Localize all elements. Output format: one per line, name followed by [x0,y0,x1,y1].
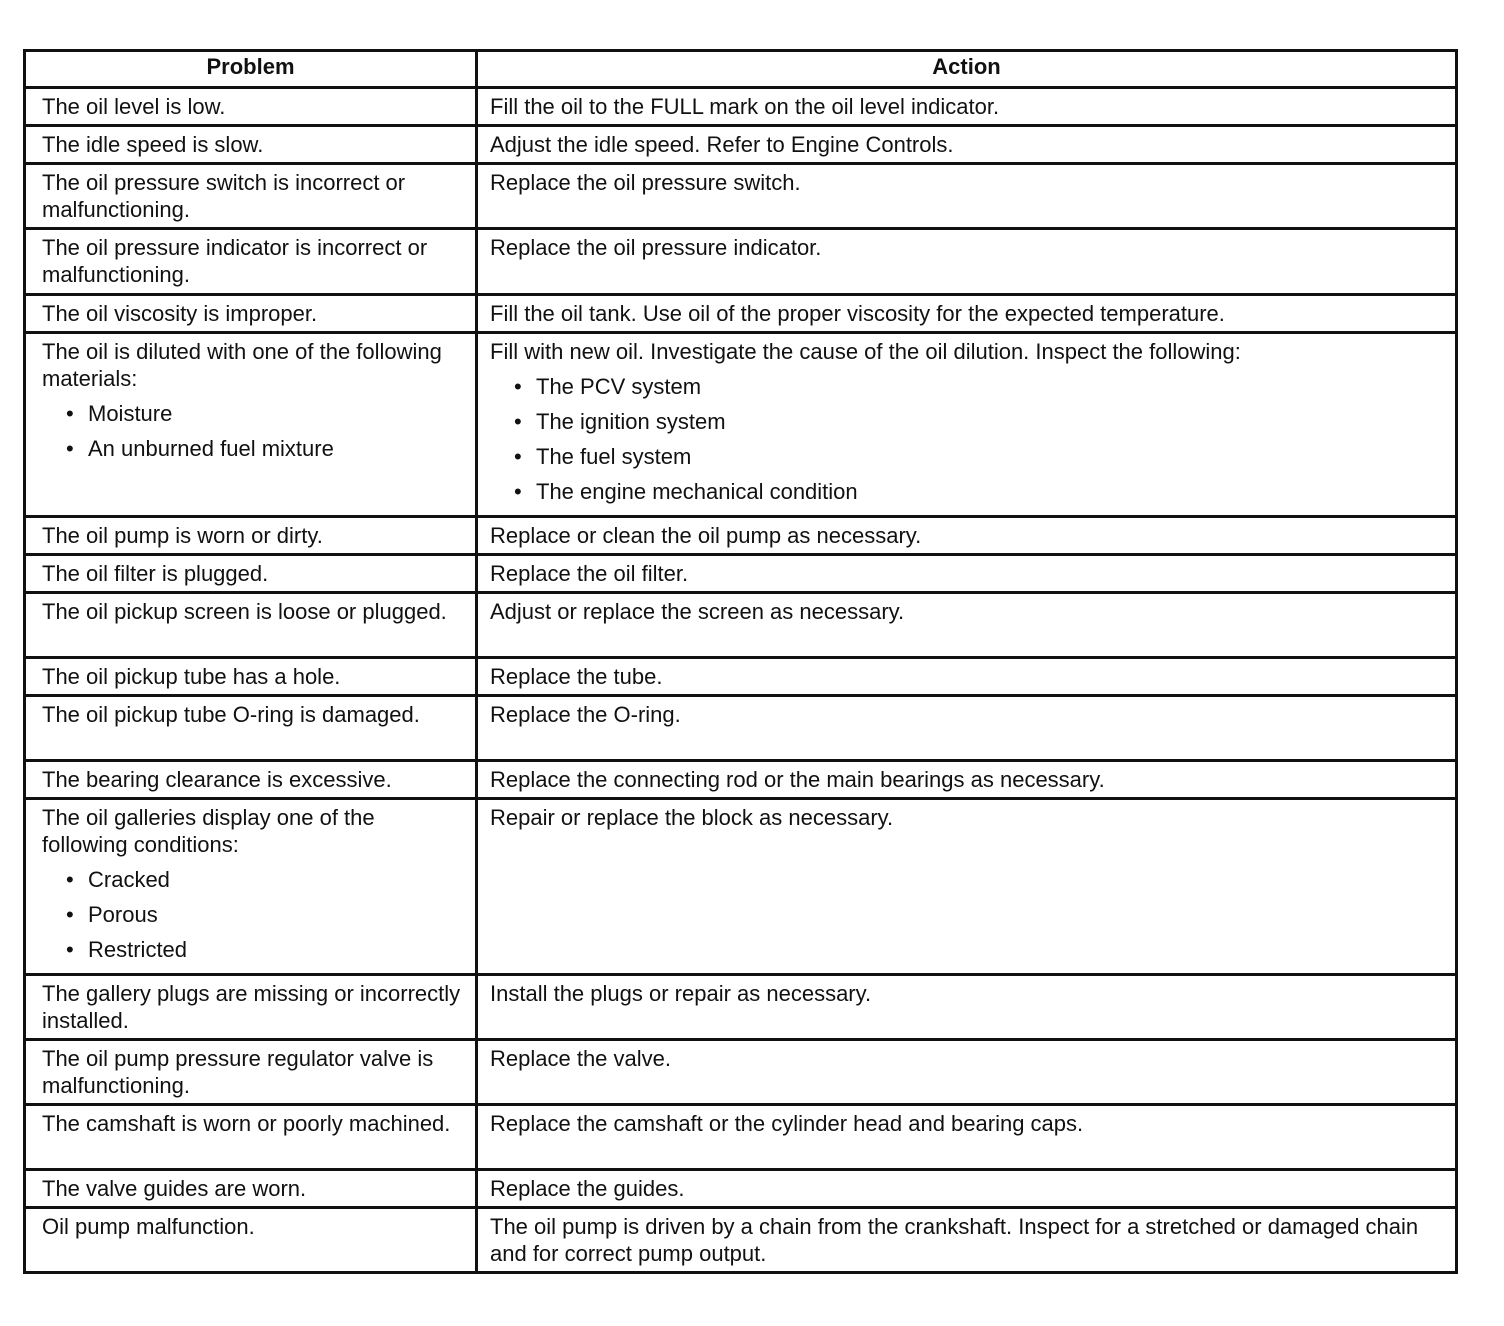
bullet-item: • An unburned fuel mixture [66,431,465,466]
table-row [25,164,1457,229]
problem-cell [25,696,477,761]
problem-text: The oil filter is plugged. [42,561,269,586]
bullet-item: • The ignition system [514,404,1445,439]
bullet-item: • Restricted [66,932,465,967]
problem-column-header: Problem [25,51,477,88]
action-text: Replace the oil pressure indicator. [490,235,822,260]
action-text: Repair or replace the block as necessary. [490,805,894,830]
table-row [25,295,1457,333]
action-cell [477,975,1457,1040]
action-text: Fill the oil to the FULL mark on the oil level indicator. [490,94,1000,119]
problem-cell [25,295,477,333]
problem-text: The idle speed is slow. [42,132,264,157]
action-text: Replace the oil pressure switch. [490,170,801,195]
problem-cell [25,555,477,593]
action-cell [477,761,1457,799]
table-row [25,126,1457,164]
action-text: Replace or clean the oil pump as necessary. [490,523,922,548]
action-cell [477,229,1457,295]
action-text: Replace the O-ring. [490,702,681,727]
problem-cell [25,88,477,126]
problem-cell [25,593,477,658]
bullet-item: • The PCV system [514,369,1445,404]
problem-text: The oil level is low. [42,94,226,119]
bullet-item: • The engine mechanical condition [514,474,1445,509]
action-cell [477,555,1457,593]
table-row [25,88,1457,126]
action-cell [477,333,1457,517]
problem-bullet-list [42,396,465,466]
table-row [25,975,1457,1040]
action-cell [477,295,1457,333]
action-cell [477,799,1457,975]
problem-cell [25,761,477,799]
table-body [25,88,1457,1273]
action-cell [477,164,1457,229]
action-text: Fill with new oil. Investigate the cause of the oil dilution. Inspect the following: [490,339,1241,364]
table-row [25,229,1457,295]
action-bullet-list [490,369,1445,509]
action-text: Replace the valve. [490,1046,671,1071]
problem-cell [25,517,477,555]
action-text: Replace the guides. [490,1176,685,1201]
action-cell [477,1208,1457,1273]
problem-bullet-list [42,862,465,967]
action-column-header: Action [477,51,1457,88]
problem-cell [25,333,477,517]
action-cell [477,1105,1457,1170]
problem-cell [25,126,477,164]
problem-text: The oil pickup tube has a hole. [42,664,341,689]
action-text: Replace the camshaft or the cylinder head and bearing caps. [490,1111,1084,1136]
action-text: Fill the oil tank. Use oil of the proper viscosity for the expected temperature. [490,301,1225,326]
table-row [25,517,1457,555]
table-header-row [25,51,1457,88]
action-cell [477,1170,1457,1208]
problem-text: The oil pickup screen is loose or plugged. [42,599,447,624]
table-row [25,696,1457,761]
action-text: Adjust the idle speed. Refer to Engine Controls. [490,132,954,157]
problem-text: The oil galleries display one of the following conditions: [42,805,375,857]
problem-text: The oil pump is worn or dirty. [42,523,323,548]
problem-cell [25,229,477,295]
table-row [25,555,1457,593]
problem-text: Oil pump malfunction. [42,1214,255,1239]
problem-cell [25,164,477,229]
problem-text: The gallery plugs are missing or incorrectly installed. [42,981,461,1033]
problem-cell [25,1208,477,1273]
problem-cell [25,799,477,975]
problem-cell [25,1170,477,1208]
action-text: The oil pump is driven by a chain from the crankshaft. Inspect for a stretched or damaged chain and for correct pump output. [490,1214,1419,1266]
document-page [23,49,1455,1274]
problem-cell [25,658,477,696]
action-cell [477,696,1457,761]
action-text: Install the plugs or repair as necessary. [490,981,872,1006]
table-row [25,1105,1457,1170]
problem-text: The oil pressure indicator is incorrect or malfunctioning. [42,235,428,287]
table-row [25,593,1457,658]
problem-text: The oil is diluted with one of the following materials: [42,339,442,391]
action-cell [477,88,1457,126]
table-row [25,1040,1457,1105]
table-row [25,1208,1457,1273]
action-cell [477,126,1457,164]
action-text: Replace the tube. [490,664,663,689]
bullet-item: • Moisture [66,396,465,431]
problem-text: The bearing clearance is excessive. [42,767,392,792]
problem-text: The oil pickup tube O-ring is damaged. [42,702,420,727]
action-text: Replace the connecting rod or the main bearings as necessary. [490,767,1105,792]
action-cell [477,658,1457,696]
problem-cell [25,1105,477,1170]
table-row [25,658,1457,696]
problem-text: The camshaft is worn or poorly machined. [42,1111,451,1136]
problem-text: The oil pump pressure regulator valve is malfunctioning. [42,1046,434,1098]
table-row [25,761,1457,799]
action-text: Replace the oil filter. [490,561,689,586]
diagnosis-table [23,49,1458,1274]
bullet-item: • The fuel system [514,439,1445,474]
action-cell [477,593,1457,658]
action-cell [477,1040,1457,1105]
table-row [25,333,1457,517]
problem-cell [25,1040,477,1105]
action-cell [477,517,1457,555]
problem-text: The oil pressure switch is incorrect or malfunctioning. [42,170,406,222]
table-row [25,1170,1457,1208]
table-row [25,799,1457,975]
problem-text: The valve guides are worn. [42,1176,307,1201]
bullet-item: • Cracked [66,862,465,897]
problem-text: The oil viscosity is improper. [42,301,318,326]
action-text: Adjust or replace the screen as necessary. [490,599,905,624]
bullet-item: • Porous [66,897,465,932]
problem-cell [25,975,477,1040]
